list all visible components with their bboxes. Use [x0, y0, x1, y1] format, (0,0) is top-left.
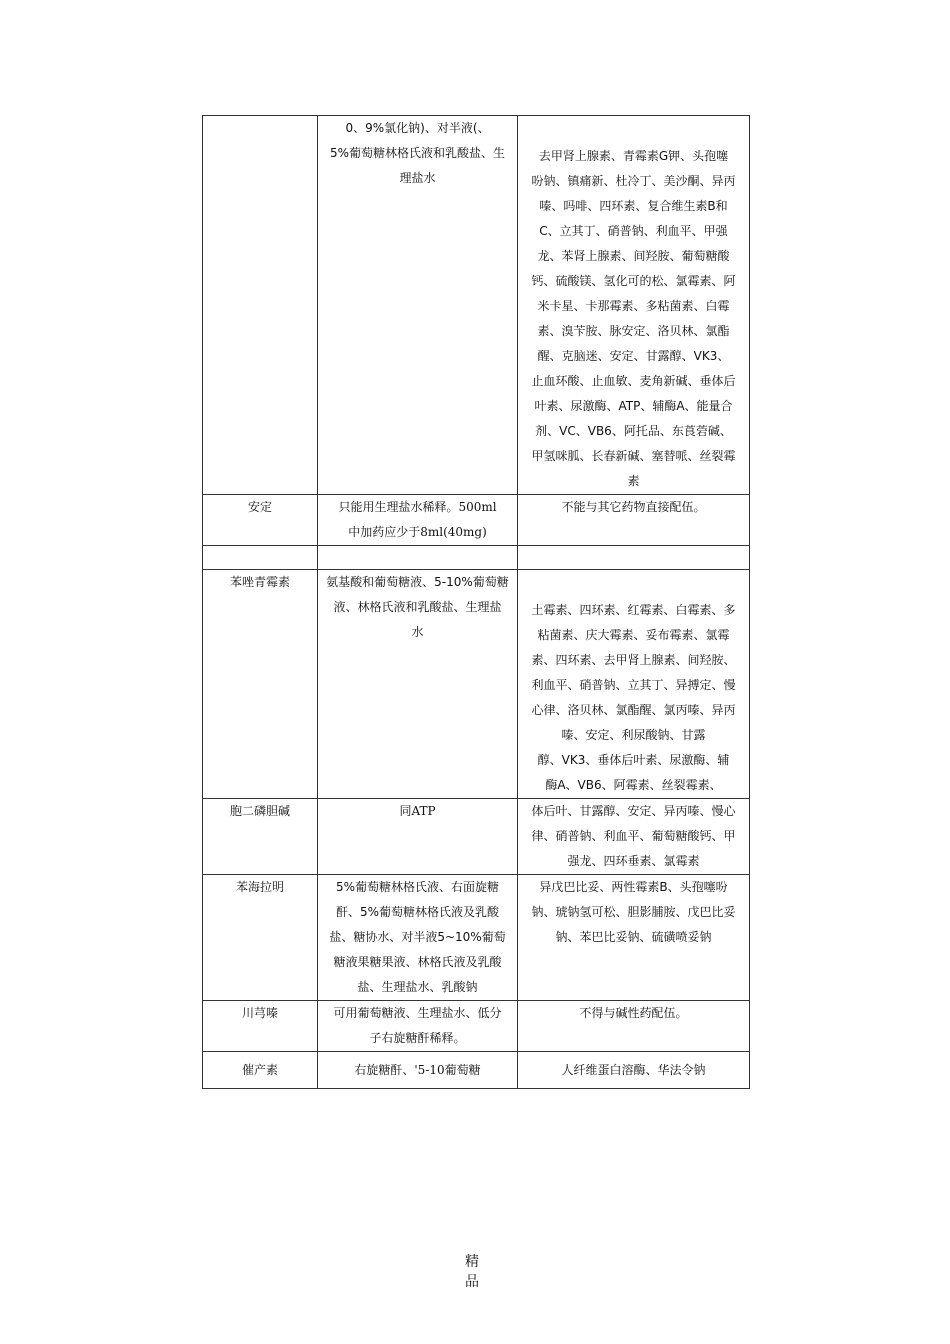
incompatible-cell: 不能与其它药物直接配伍。 [518, 495, 750, 546]
table-body [203, 116, 750, 1089]
diluent-cell: 同ATP [318, 799, 518, 875]
drug-name-cell: 苯海拉明 [203, 875, 318, 1001]
incompatible-cell [518, 546, 750, 570]
incompatible-cell: 去甲肾上腺素、青霉素G钾、头孢噻 吩钠、镇痛新、杜冷丁、美沙酮、异丙 嗪、吗啡、四环素、复合维生素B和 C、立其丁、硝普钠、利血平、甲强 龙、苯肾上腺素、间羟胺、葡萄糖酸 钙、硫酸镁、氢化可的松、氯霉素、阿 米卡星、卡那霉素、多粘菌素、白霉 素、溴苄胺、脉安定、洛贝林、氯酯 醒、克脑迷、安定、甘露醇、VK3、 止血环酸、止血敏、麦角新碱、垂体后 叶素、尿激酶、ATP、辅酶A、能量合 剂、VC、VB6、阿托品、东莨菪碱、 甲氢咪胍、长春新碱、塞替哌、丝裂霉 素 [518, 116, 750, 495]
table-row [203, 1001, 750, 1052]
incompatible-cell: 异戊巴比妥、两性霉素B、头孢噻吩 钠、琥钠氢可松、胆影脯胺、戊巴比妥 钠、苯巴比妥钠、硫磺喷妥钠 [518, 875, 750, 1001]
diluent-cell: 0、9%氯化钠)、对半液(、 5%葡萄糖林格氏液和乳酸盐、生 理盐水 [318, 116, 518, 495]
incompatible-cell: 土霉素、四环素、红霉素、白霉素、多 粘菌素、庆大霉素、妥布霉素、氯霉 素、四环素、去甲肾上腺素、间羟胺、 利血平、硝普钠、立其丁、异搏定、慢 心律、洛贝林、氯酯醒、氯丙嗪、异丙 嗪、安定、利尿酸钠、甘露 醇、VK3、垂体后叶素、尿激酶、辅 酶A、VB6、阿霉素、丝裂霉素、 [518, 570, 750, 799]
table-row [203, 1052, 750, 1089]
drug-name-cell: 催产素 [203, 1052, 318, 1089]
table-row [203, 799, 750, 875]
diluent-cell [318, 546, 518, 570]
incompatible-cell: 体后叶、甘露醇、安定、异丙嗪、慢心 律、硝普钠、利血平、葡萄糖酸钙、甲 强龙、四环垂素、氯霉素 [518, 799, 750, 875]
diluent-cell: 右旋糖酐、'5-10葡萄糖 [318, 1052, 518, 1089]
incompatible-cell: 人纤维蛋白溶酶、华法令钠 [518, 1052, 750, 1089]
drug-name-cell: 胞二磷胆碱 [203, 799, 318, 875]
drug-name-cell [203, 546, 318, 570]
drug-name-cell: 安定 [203, 495, 318, 546]
diluent-cell: 只能用生理盐水稀释。500ml 中加药应少于8ml(40mg) [318, 495, 518, 546]
diluent-cell: 5%葡萄糖林格氏液、右面旋糖 酐、5%葡萄糖林格氏液及乳酸 盐、糖协水、对半液5~10%葡萄 糖液果糖果液、林格氏液及乳酸 盐、生理盐水、乳酸钠 [318, 875, 518, 1001]
table-row [203, 116, 750, 495]
drug-compatibility-table [202, 115, 750, 1089]
footer-char-2: 品 [465, 1274, 479, 1290]
diluent-cell: 氨基酸和葡萄糖液、5-10%葡萄糖 液、林格氏液和乳酸盐、生理盐 水 [318, 570, 518, 799]
drug-name-cell [203, 116, 318, 495]
diluent-cell: 可用葡萄糖液、生理盐水、低分 子右旋糖酐稀释。 [318, 1001, 518, 1052]
table-row [203, 546, 750, 570]
drug-name-cell: 苯唑青霉素 [203, 570, 318, 799]
incompatible-cell: 不得与碱性药配伍。 [518, 1001, 750, 1052]
table-row [203, 875, 750, 1001]
table-row [203, 570, 750, 799]
footer-char-1: 精 [465, 1254, 479, 1270]
drug-name-cell: 川芎嗪 [203, 1001, 318, 1052]
table-row [203, 495, 750, 546]
page-footer-mark [460, 1252, 484, 1292]
